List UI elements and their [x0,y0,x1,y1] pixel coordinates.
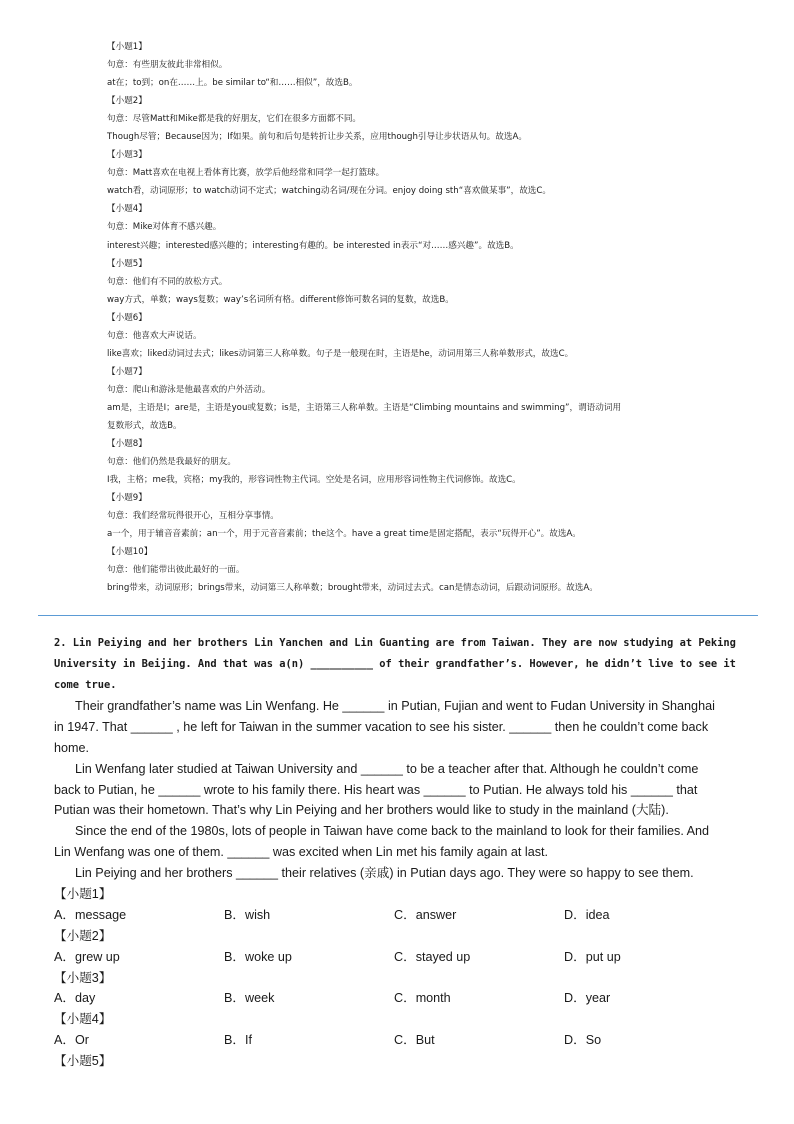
explanation-line: bring带来，动词原形；brings带来，动词第三人称单数；brought带来，动词过去式。can是情态动词，后跟动词原形。故选A。 [107,583,598,594]
explanation-line: 句意：他们有不同的放松方式。 [107,276,228,287]
explanation-label: 【小题10】 [107,547,153,558]
option-b[interactable]: B．wish [224,907,271,922]
explanation-label: 【小题8】 [107,439,147,450]
question-label: 【小题4】 [54,1012,112,1027]
option-c[interactable]: C．stayed up [394,949,471,964]
explanation-label: 【小题9】 [107,493,147,504]
option-d[interactable]: D．idea [564,907,610,922]
paragraph-line: Lin Wenfang was one of them. ______ was excited when Lin met his family again at last. [54,845,549,860]
paragraph-line: Their grandfather’s name was Lin Wenfang. He ______ in Putian, Fujian and went to Fudan University in Shanghai [75,699,715,713]
explanation-line: like喜欢；liked动词过去式；likes动词第三人称单数。句子是一般现在时，主语是he，动词用第三人称单数形式，故选C。 [107,348,574,359]
option-row [54,947,744,968]
option-b[interactable]: B．If [224,1033,252,1048]
explanation-label: 【小题5】 [107,258,147,269]
question-label: 【小题1】 [54,887,112,902]
option-c[interactable]: C．But [394,1033,435,1048]
option-row [54,988,744,1009]
explanation-4 [107,200,747,254]
option-b[interactable]: B．week [224,991,275,1006]
option-d[interactable]: D．So [564,1033,602,1048]
question-2 [54,926,744,968]
explanation-line: 句意：Mike对体育不感兴趣。 [107,222,222,233]
option-b[interactable]: B．woke up [224,949,292,964]
explanation-7 [107,363,747,435]
paragraph-line: Lin Peiying and her brothers ______ their relatives (亲戚) in Putian days ago. They were so happy to see them. [75,866,694,881]
explanation-3 [107,146,747,200]
explanation-line: 句意：他们仍然是我最好的朋友。 [107,457,236,468]
paragraph-line: in 1947. That ______ , he left for Taiwan in the summer vacation to see his sister. ______ then he couldn’t come back [54,719,709,734]
option-d[interactable]: D．year [564,991,611,1006]
explanation-line: 复数形式，故选B。 [107,420,182,431]
explanation-line: interest兴趣；interested感兴趣的；interesting有趣的。be interested in表示“对……感兴趣”。故选B。 [107,240,519,251]
explanation-9 [107,489,747,543]
explanation-line: 句意：他喜欢大声说话。 [107,330,202,341]
option-a[interactable]: A．day [54,991,96,1006]
passage-intro [54,633,744,696]
explanation-line: 句意：爬山和游泳是他最喜欢的户外活动。 [107,384,271,395]
explanation-label: 【小题2】 [107,96,147,107]
paragraph-3 [54,821,744,863]
explanation-label: 【小题6】 [107,312,147,323]
option-d[interactable]: D．put up [564,949,621,964]
intro-line: 2. Lin Peiying and her brothers Lin Yanchen and Lin Guanting are from Taiwan. They are now studying at Peking [54,637,736,649]
section-divider [38,615,758,616]
reading-passage [54,633,744,1072]
option-row [54,1030,744,1051]
explanation-line: I我，主格；me我，宾格；my我的，形容词性物主代词。空处是名词，应用形容词性物主代词修饰。故选C。 [107,475,521,486]
option-c[interactable]: C．month [394,991,451,1006]
paragraph-line: Lin Wenfang later studied at Taiwan University and ______ to be a teacher after that. Although he couldn’t come [75,761,699,776]
question-4 [54,1009,744,1051]
intro-line: University in Beijing. And that was a(n) __________ of their grandfather’s. However, he didn’t live to see it [54,658,736,670]
explanation-line: 句意：他们能带出彼此最好的一面。 [107,565,245,576]
explanation-line: Though尽管；Because因为；If如果。前句和后句是转折让步关系，应用though引导让步状语从句。故选A。 [107,132,527,143]
paragraph-1 [54,696,744,759]
explanation-line: 句意：有些朋友彼此非常相似。 [107,60,228,71]
explanation-line: 句意：Matt喜欢在电视上看体育比赛，放学后他经常和同学一起打篮球。 [107,168,385,179]
question-label: 【小题5】 [54,1054,112,1069]
explanation-line: at在；to到；on在……上。be similar to“和……相似”，故选B。 [107,78,358,89]
option-a[interactable]: A．grew up [54,949,120,964]
option-c[interactable]: C．answer [394,907,457,922]
explanation-line: 句意：尽管Matt和Mike都是我的好朋友，它们在很多方面都不同。 [107,114,362,125]
question-label: 【小题3】 [54,970,112,985]
paragraph-4 [54,863,744,884]
explanation-line: way方式，单数；ways复数；way’s名词所有格。different修饰可数名词的复数，故选B。 [107,294,454,305]
question-5 [54,1051,744,1072]
option-row [54,905,744,926]
question-label: 【小题2】 [54,928,112,943]
explanation-6 [107,309,747,363]
explanation-line: 句意：我们经常玩得很开心，互相分享事情。 [107,511,279,522]
explanation-section [107,38,747,597]
explanation-line: a一个，用于辅音音素前；an一个，用于元音音素前；the这个。have a great time是固定搭配，表示“玩得开心”。故选A。 [107,529,581,540]
explanation-10 [107,543,747,597]
question-3 [54,968,744,1010]
explanation-line: am是，主语是I；are是，主语是you或复数；is是，主语第三人称单数。主语是“Climbing mountains and swimming”，谓语动词用 [107,402,622,413]
option-a[interactable]: A．Or [54,1033,89,1048]
explanation-label: 【小题7】 [107,366,147,377]
paragraph-line: back to Putian, he ______ wrote to his family there. His heart was ______ to Putian. He always told his ______ that [54,782,698,797]
option-a[interactable]: A．message [54,907,127,922]
explanation-1 [107,38,747,92]
explanation-8 [107,435,747,489]
explanation-label: 【小题4】 [107,204,147,215]
intro-line: come true. [54,679,117,691]
paragraph-line: home. [54,740,90,755]
explanation-label: 【小题1】 [107,42,147,52]
paragraph-line: Since the end of the 1980s, lots of people in Taiwan have come back to the mainland to look for their families. And [75,824,710,839]
explanation-line: watch看，动词原形；to watch动词不定式；watching动名词/现在分词。enjoy doing sth“喜欢做某事”，故选C。 [107,186,551,197]
question-1 [54,884,744,926]
explanation-5 [107,255,747,309]
paragraph-line: Putian was their hometown. That’s why Lin Peiying and her brothers would like to study in the mainland (大陆). [54,803,669,818]
paragraph-2 [54,759,744,822]
explanation-label: 【小题3】 [107,150,147,161]
explanation-2 [107,92,747,146]
